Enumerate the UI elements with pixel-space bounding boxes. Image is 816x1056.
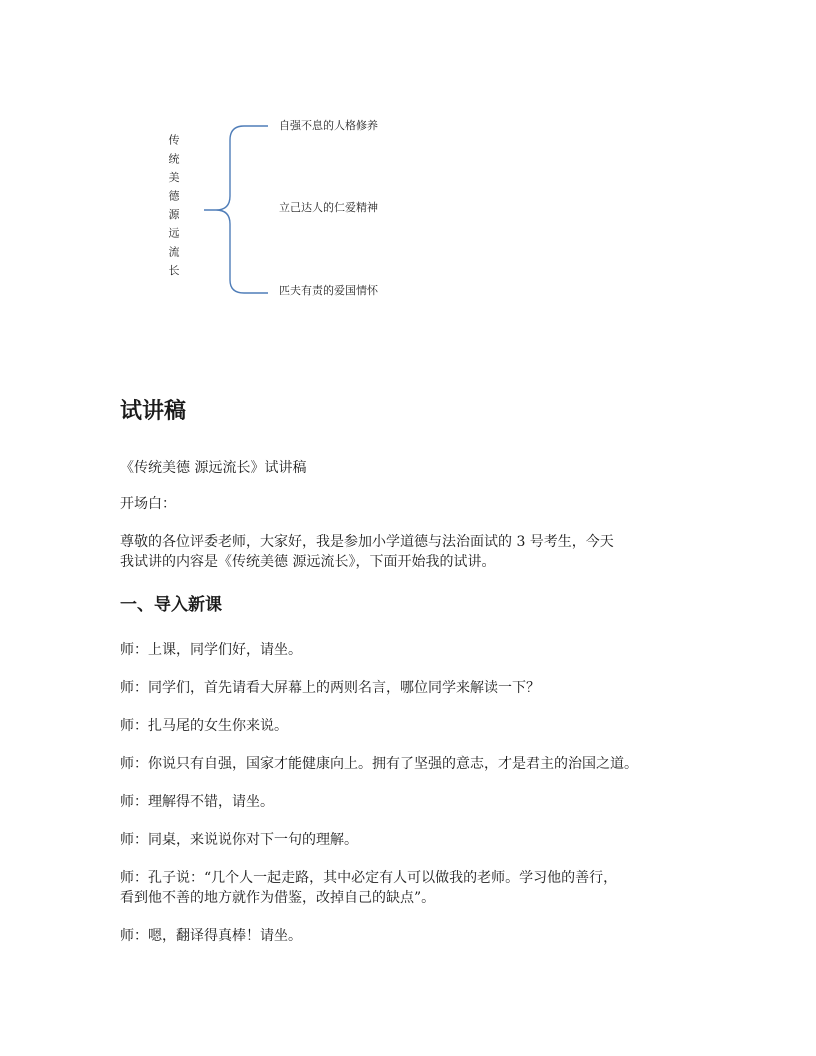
dialogue-line-6: 师：同桌，来说说你对下一句的理解。 [120, 832, 358, 848]
opening-line-1: 尊敬的各位评委老师，大家好，我是参加小学道德与法治面试的 3 号考生，今天 [120, 534, 614, 550]
branch-label-1: 自强不息的人格修养 [279, 119, 378, 132]
dialogue-line-3: 师：扎马尾的女生你来说。 [120, 718, 288, 734]
branch-label-2: 立己达人的仁爱精神 [279, 201, 378, 214]
page-title: 试讲稿 [120, 399, 187, 424]
dialogue-line-2: 师：同学们，首先请看大屏幕上的两则名言，哪位同学来解读一下？ [120, 680, 540, 696]
document-body [120, 396, 720, 964]
diagram-vertical-title: 传统美德源远流长 [167, 134, 180, 283]
mind-map-diagram [0, 0, 816, 320]
section-heading: 一、导入新课 [120, 595, 222, 615]
opening-line-2: 我试讲的内容是《传统美德 源远流长》，下面开始我的试讲。 [120, 554, 496, 570]
brace-stroke [204, 126, 268, 293]
branch-label-3: 匹夫有责的爱国情怀 [279, 284, 378, 297]
curly-brace [0, 0, 300, 320]
opening-paragraph [120, 532, 720, 572]
dialogue-line-4: 师：你说只有自强，国家才能健康向上。拥有了坚强的意志，才是君主的治国之道。 [120, 756, 638, 772]
dialogue-line-1: 师：上课，同学们好，请坐。 [120, 642, 302, 658]
dialogue-line-7b: 看到他不善的地方就作为借鉴，改掉自己的缺点”。 [120, 890, 436, 906]
dialogue-line-7 [120, 868, 720, 908]
dialogue-line-5: 师：理解得不错，请坐。 [120, 794, 274, 810]
dialogue-line-7a: 师：孔子说：“几个人一起走路，其中必定有人可以做我的老师。学习他的善行， [120, 870, 618, 886]
dialogue-line-8: 师：嗯，翻译得真棒！请坐。 [120, 928, 302, 944]
opening-label: 开场白： [120, 496, 176, 512]
subtitle: 《传统美德 源远流长》试讲稿 [120, 460, 307, 476]
